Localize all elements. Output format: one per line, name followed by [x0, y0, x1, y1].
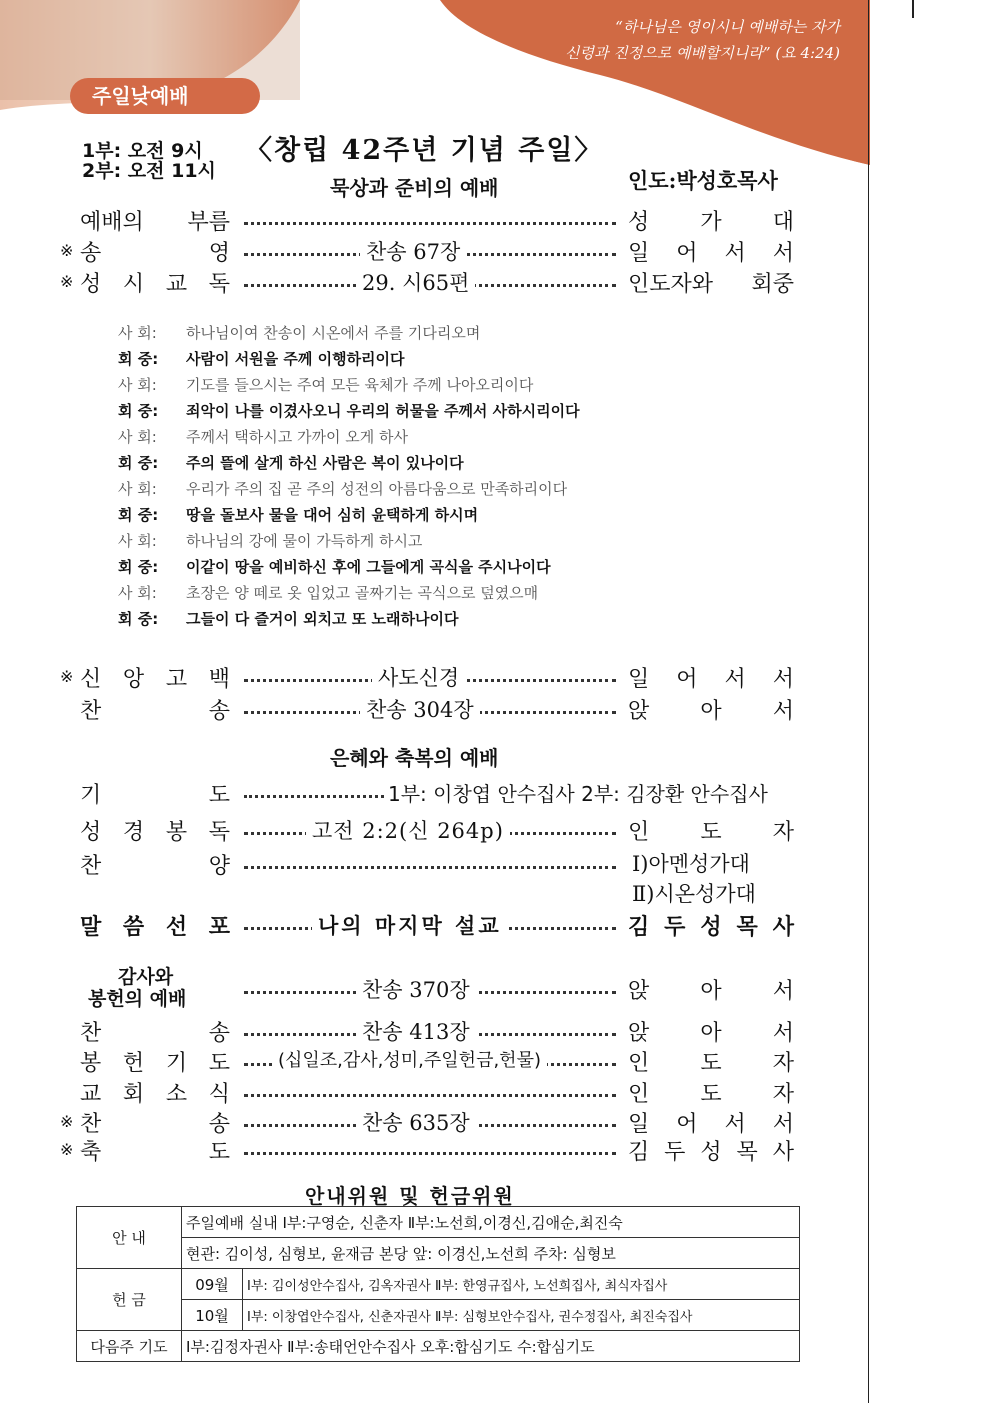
- part3-heading-line2: 봉헌의 예배: [88, 988, 187, 1010]
- staff-heading: 안내위원 및 헌금위원: [305, 1184, 515, 1208]
- table-row: [77, 1269, 800, 1300]
- reading-line: [118, 348, 405, 369]
- reading-line: [118, 374, 533, 395]
- reading-line: [118, 400, 580, 421]
- next-prayer-label: 다음주 기도: [77, 1331, 182, 1362]
- page-divider-top: [912, 0, 914, 18]
- item-middle: 고전 2:2(신 264p): [306, 815, 510, 845]
- item-middle: 찬송 304장: [360, 694, 480, 724]
- item-label: 찬 송: [80, 1021, 230, 1046]
- leader-dots: [244, 795, 384, 798]
- table-row: [77, 1207, 800, 1238]
- offering-label: 헌 금: [77, 1269, 182, 1331]
- part2-heading: 은혜와 축복의 예배: [330, 746, 499, 770]
- item-right: 일 어 서 서: [628, 1112, 794, 1137]
- reading-line: [118, 452, 464, 473]
- section-tag: 주일낮예배: [70, 78, 260, 114]
- bible-quote: [470, 14, 840, 66]
- item-label: 찬 양: [80, 854, 230, 879]
- reading-text: 주께서 택하시고 가까이 오게 하사: [186, 428, 408, 446]
- reading-text: 죄악이 나를 이겼사오니 우리의 허물을 주께서 사하시리이다: [186, 402, 580, 420]
- reading-text: 하나님의 강에 물이 가득하게 하시고: [186, 532, 423, 550]
- standing-mark: ※: [60, 1140, 74, 1159]
- item-middle: 찬송 370장: [356, 974, 476, 1004]
- staff-table: [76, 1206, 800, 1362]
- item-middle: 찬송 67장: [360, 236, 466, 266]
- reading-line: [118, 556, 551, 577]
- reading-speaker: 회 중:: [118, 454, 159, 472]
- item-right: 일 어 서 서: [628, 667, 794, 692]
- item-middle: 찬송 413장: [356, 1016, 476, 1046]
- reading-line: [118, 426, 408, 447]
- item-right: 인 도 자: [628, 1051, 794, 1076]
- item-middle: 찬송 635장: [356, 1107, 476, 1137]
- item-label: 예배의 부름: [80, 210, 230, 235]
- item-label: 신 앙 고 백: [80, 667, 230, 692]
- sermon-title: 나의 마지막 설교: [312, 910, 508, 940]
- reading-text: 사람이 서원을 주께 이행하리이다: [186, 350, 405, 368]
- reading-text: 하나님이여 찬송이 시온에서 주를 기다리오며: [186, 324, 481, 342]
- reading-speaker: 회 중:: [118, 558, 159, 576]
- reading-speaker: 사 회:: [118, 376, 157, 394]
- standing-mark: ※: [60, 667, 74, 686]
- reading-speaker: 사 회:: [118, 480, 157, 498]
- item-right: 앉 아 서: [628, 1021, 794, 1046]
- item-right: 일 어 서 서: [628, 241, 794, 266]
- item-label: 찬 송: [80, 1112, 230, 1137]
- table-row: [77, 1331, 800, 1362]
- preacher: 김 두 성 목 사: [628, 914, 794, 940]
- table-row: [77, 1300, 800, 1331]
- leader-dots: [244, 1094, 616, 1097]
- prayer-text: 1부: 이창엽 안수집사 2부: 김장환 안수집사: [388, 782, 768, 806]
- reading-text: 우리가 주의 집 곧 주의 성전의 아름다움으로 만족하리이다: [186, 480, 568, 498]
- reading-speaker: 사 회:: [118, 584, 157, 602]
- item-label: 찬 송: [80, 699, 230, 724]
- item-right: 성 가 대: [628, 210, 794, 235]
- reading-line: [118, 608, 458, 629]
- guide-row-2: 현관: 김이성, 심형보, 윤재금 본당 앞: 이경신,노선희 주차: 심형보: [182, 1238, 800, 1269]
- month-2: 10월: [182, 1300, 243, 1331]
- item-right: 인 도 자: [628, 1082, 794, 1107]
- reading-speaker: 사 회:: [118, 532, 157, 550]
- item-label: 교 회 소 식: [80, 1082, 230, 1107]
- reading-line: [118, 478, 567, 499]
- item-label: 성 시 교 독: [80, 272, 230, 297]
- reading-line: [118, 582, 538, 603]
- item-middle: 29. 시65편: [356, 267, 475, 297]
- item-middle: 사도신경: [372, 662, 465, 692]
- reading-speaker: 회 중:: [118, 506, 159, 524]
- item-label: 축 도: [80, 1140, 230, 1165]
- month-1: 09월: [182, 1269, 243, 1300]
- item-label: 성 경 봉 독: [80, 820, 230, 845]
- next-prayer-text: Ⅰ부:김정자권사 Ⅱ부:송태언안수집사 오후:합심기도 수:합심기도: [182, 1331, 800, 1362]
- table-row: [77, 1238, 800, 1269]
- reading-text: 주의 뜰에 살게 하신 사람은 복이 있나이다: [186, 454, 464, 472]
- leader-dots: [244, 222, 616, 225]
- reading-line: [118, 322, 480, 343]
- page-divider: [868, 0, 869, 1403]
- service-time-2: 2부: 오전 11시: [82, 160, 216, 182]
- month-1-text: Ⅰ부: 김이성안수집사, 김옥자권사 Ⅱ부: 한영규집사, 노선희집사, 최식자집사: [243, 1269, 800, 1300]
- guide-row-1: 주일예배 실내 Ⅰ부:구영순, 신춘자 Ⅱ부:노선희,이경신,김애순,최진숙: [182, 1207, 800, 1238]
- reading-line: [118, 530, 422, 551]
- anthem-choir-2: Ⅱ)시온성가대: [632, 882, 756, 906]
- guide-label: 안 내: [77, 1207, 182, 1269]
- worship-leader: 인도:박성호목사: [628, 168, 778, 193]
- item-right: 인 도 자: [628, 820, 794, 845]
- reading-speaker: 회 중:: [118, 610, 159, 628]
- leader-dots: [244, 1152, 616, 1155]
- item-right: 김 두 성 목 사: [628, 1140, 794, 1165]
- anthem-choir-1: Ⅰ)아멘성가대: [632, 852, 750, 876]
- reading-speaker: 사 회:: [118, 428, 157, 446]
- item-label: 기 도: [80, 783, 230, 808]
- standing-mark: ※: [60, 272, 74, 291]
- quote-line-2: 신령과 진정으로 예배할지니라” (요 4:24): [565, 44, 840, 62]
- reading-text: 이같이 땅을 예비하신 후에 그들에게 곡식을 주시나이다: [186, 558, 551, 576]
- quote-line-1: “하나님은 영이시니 예배하는 자가: [615, 18, 840, 36]
- item-right: 앉 아 서: [628, 699, 794, 724]
- reading-text: 그들이 다 즐거이 외치고 또 노래하나이다: [186, 610, 459, 628]
- reading-speaker: 회 중:: [118, 402, 159, 420]
- standing-mark: ※: [60, 1112, 74, 1131]
- page-title: 〈창립 42주년 기념 주일〉: [245, 135, 604, 166]
- part1-heading: 묵상과 준비의 예배: [330, 176, 499, 200]
- item-right: 앉 아 서: [628, 979, 794, 1004]
- reading-line: [118, 504, 478, 525]
- reading-text: 기도를 들으시는 주여 모든 육체가 주께 나아오리이다: [186, 376, 534, 394]
- part3-heading-line1: 감사와: [118, 966, 174, 988]
- reading-speaker: 사 회:: [118, 324, 157, 342]
- item-label: 말 씀 선 포: [80, 914, 230, 940]
- reading-speaker: 회 중:: [118, 350, 159, 368]
- item-right: 인도자와 회중: [628, 272, 794, 297]
- item-label: 송 영: [80, 241, 230, 266]
- service-time-1: 1부: 오전 9시: [82, 140, 203, 162]
- month-2-text: Ⅰ부: 이창엽안수집사, 신춘자권사 Ⅱ부: 심형보안수집사, 권수정집사, 최진숙집사: [243, 1300, 800, 1331]
- reading-text: 땅을 돌보사 물을 대어 심히 윤택하게 하시며: [186, 506, 479, 524]
- item-label: 봉 헌 기 도: [80, 1051, 230, 1076]
- item-middle: (십일조,감사,성미,주일헌금,헌물): [272, 1046, 547, 1072]
- standing-mark: ※: [60, 241, 74, 260]
- leader-dots: [244, 866, 616, 869]
- reading-text: 초장은 양 떼로 옷 입었고 골짜기는 곡식으로 덮였으매: [186, 584, 539, 602]
